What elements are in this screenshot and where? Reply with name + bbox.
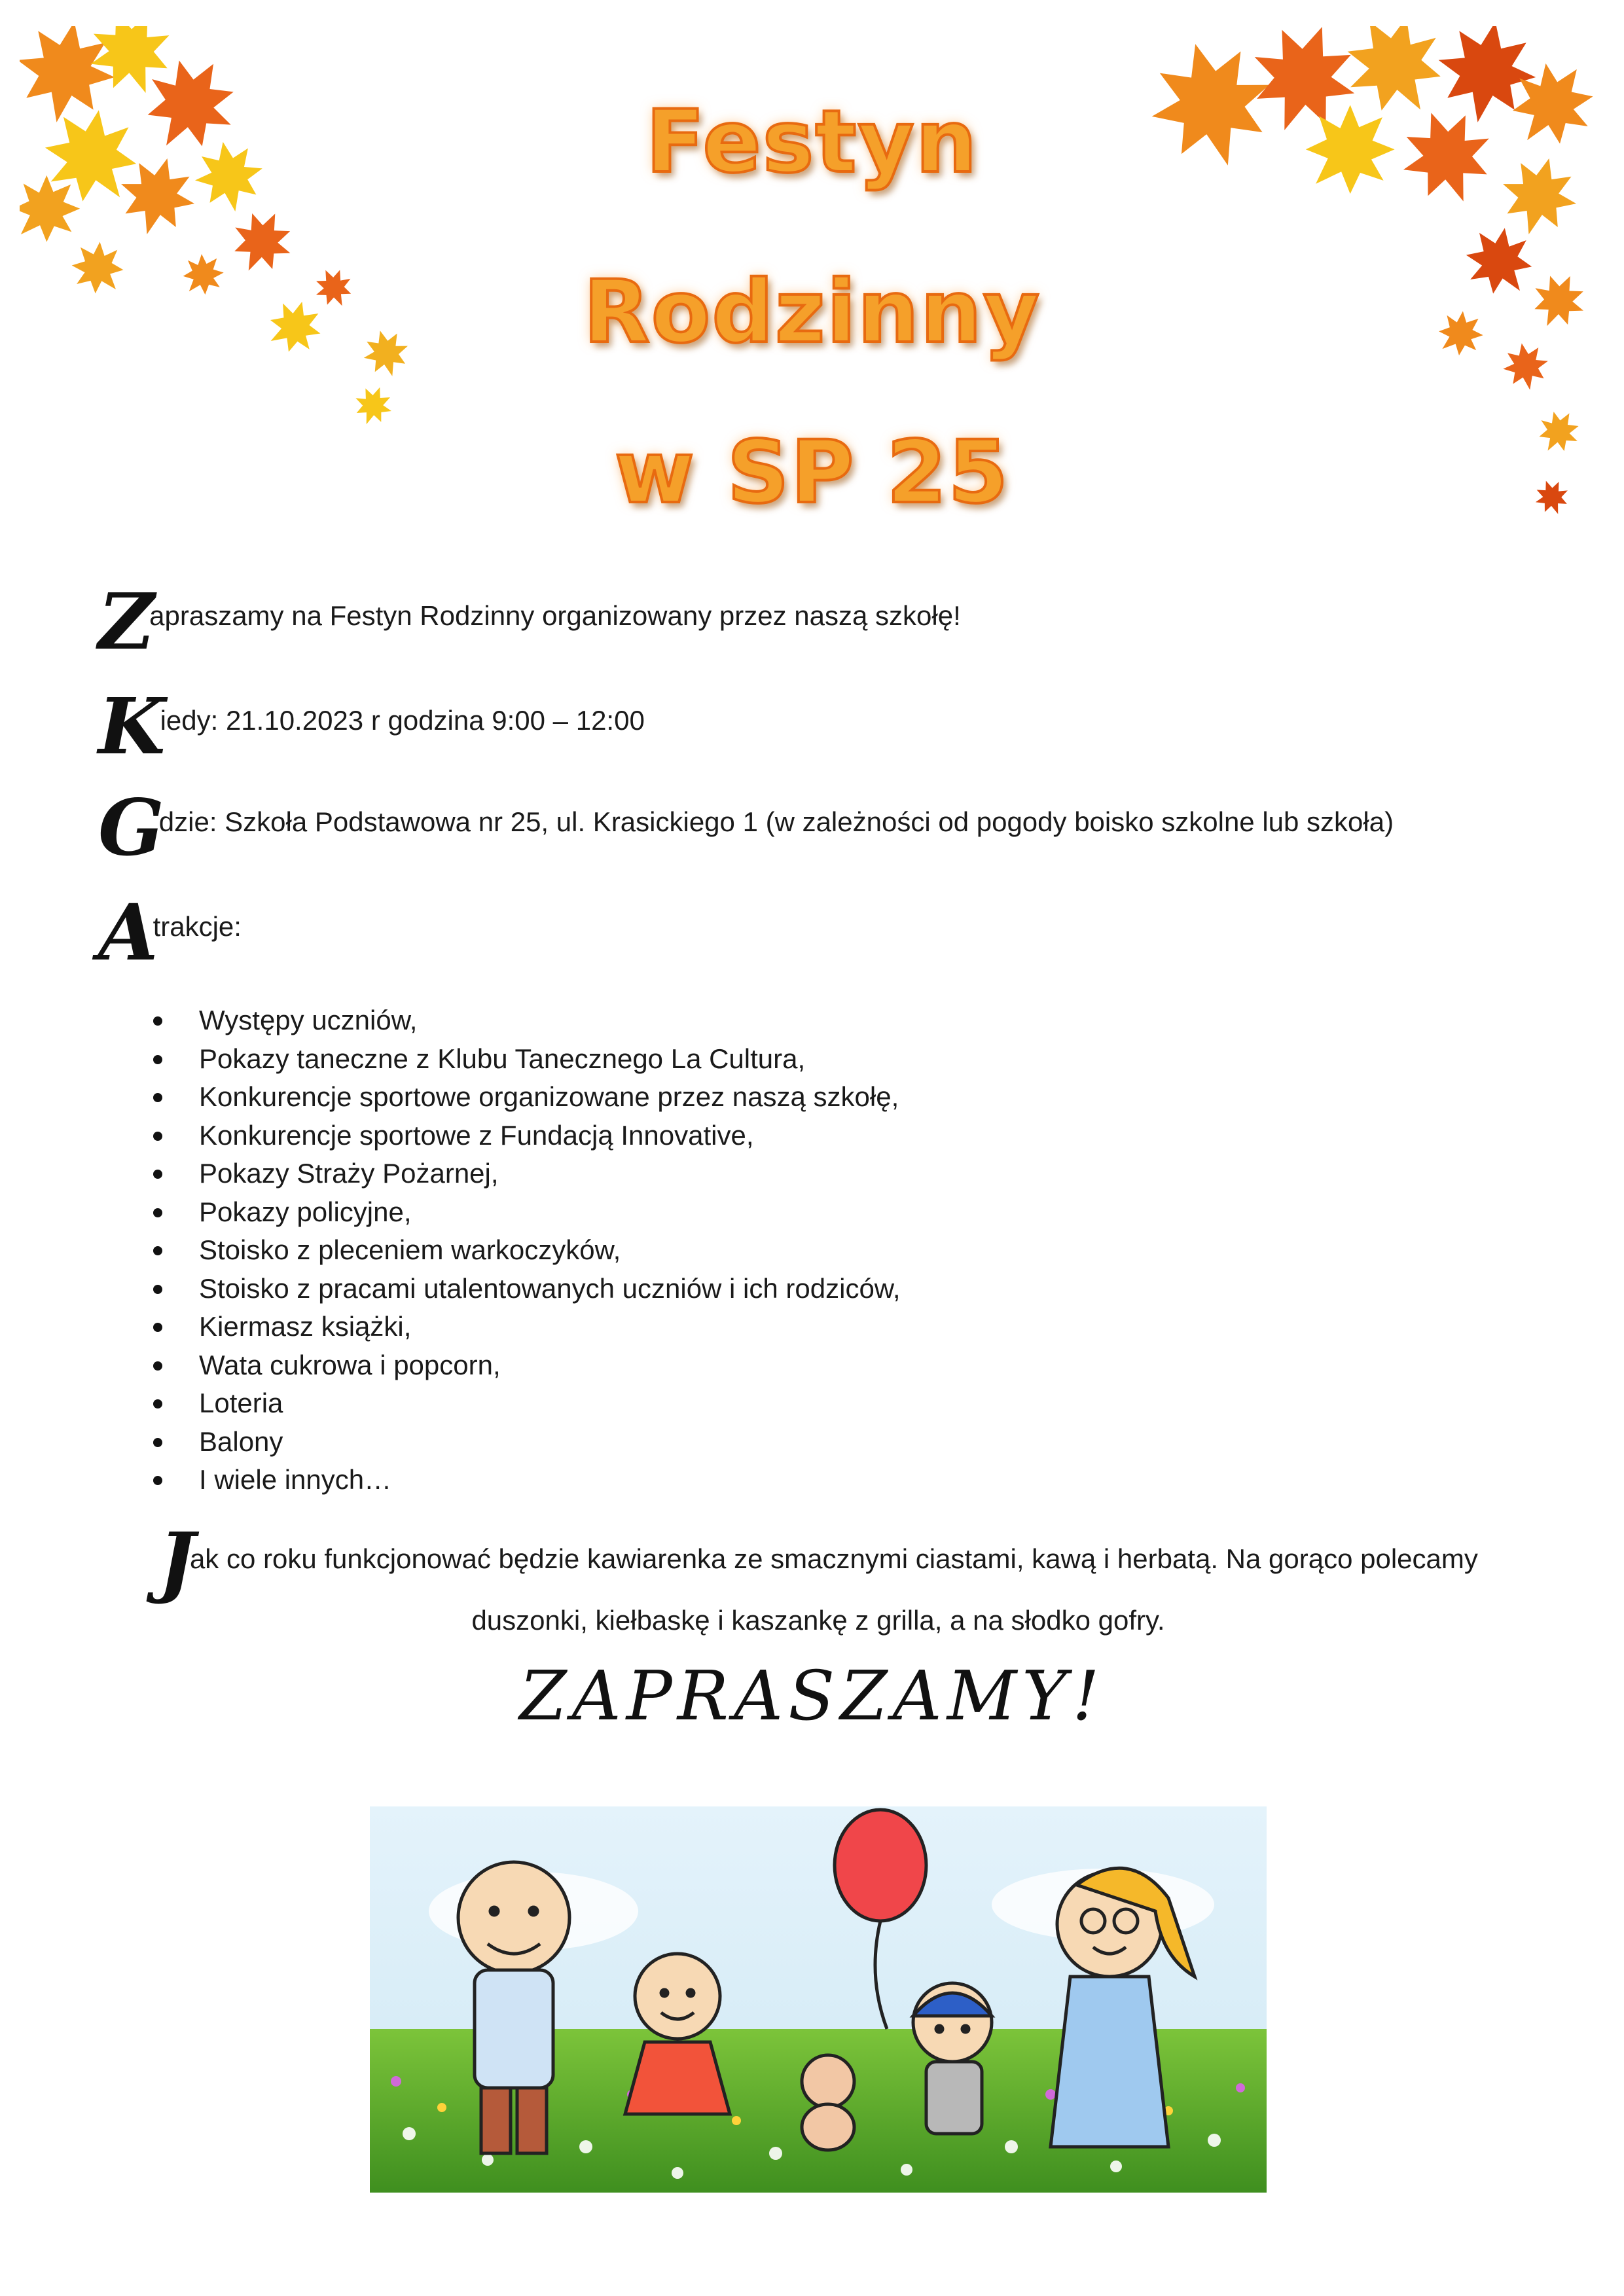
decorative-initial: Z xyxy=(98,576,155,667)
list-item: Balony xyxy=(151,1423,901,1462)
bullet-icon xyxy=(153,1285,162,1294)
where-paragraph xyxy=(98,782,1394,873)
closing-paragraph xyxy=(151,1515,1486,1647)
bullet-icon xyxy=(153,1093,162,1102)
attractions-heading-text: trakcje: xyxy=(153,911,242,942)
bullet-icon xyxy=(153,1246,162,1255)
attractions-list xyxy=(151,1001,901,1499)
bullet-icon xyxy=(153,1170,162,1179)
bullet-icon xyxy=(153,1132,162,1141)
invitation-text: apraszamy na Festyn Rodzinny organizowany przez naszą szkołę! xyxy=(149,600,961,631)
decorative-initial: K xyxy=(98,681,166,772)
decorative-initial: G xyxy=(98,782,164,873)
bullet-icon xyxy=(153,1476,162,1485)
closing-line-1: ak co roku funkcjonować będzie kawiarenka ze smacznymi ciastami, kawą i herbatą. Na gorąco polecamy xyxy=(189,1543,1478,1574)
list-item: Konkurencje sportowe z Fundacją Innovative, xyxy=(151,1117,901,1155)
list-item: Konkurencje sportowe organizowane przez naszą szkołę, xyxy=(151,1078,901,1117)
title-line-2: Rodzinny xyxy=(583,262,1041,363)
title-line-3: w SP 25 xyxy=(614,422,1010,523)
list-item: Kiermasz książki, xyxy=(151,1308,901,1346)
list-item: Pokazy policyjne, xyxy=(151,1193,901,1232)
when-paragraph xyxy=(98,681,645,772)
invite-banner: ZAPRASZAMY! xyxy=(519,1656,1105,1736)
decorative-initial: A xyxy=(98,887,158,978)
bullet-icon xyxy=(153,1055,162,1064)
invitation-paragraph xyxy=(98,576,961,667)
bullet-icon xyxy=(153,1208,162,1217)
when-text: iedy: 21.10.2023 r godzina 9:00 – 12:00 xyxy=(160,705,645,736)
list-item: Loteria xyxy=(151,1384,901,1423)
list-item: Pokazy Straży Pożarnej, xyxy=(151,1155,901,1193)
where-text: dzie: Szkoła Podstawowa nr 25, ul. Krasickiego 1 (w zależności od pogody boisko szkolne lub szkoła) xyxy=(158,806,1394,837)
list-item: I wiele innych… xyxy=(151,1461,901,1499)
attractions-heading xyxy=(98,887,242,978)
bullet-icon xyxy=(153,1361,162,1371)
title-line-1: Festyn xyxy=(645,92,979,192)
family-illustration xyxy=(370,1806,1267,2193)
decorative-initial: J xyxy=(158,1515,195,1606)
bullet-icon xyxy=(153,1016,162,1026)
list-item: Stoisko z pracami utalentowanych uczniów i ich rodziców, xyxy=(151,1270,901,1308)
list-item: Stoisko z pleceniem warkoczyków, xyxy=(151,1231,901,1270)
list-item: Występy uczniów, xyxy=(151,1001,901,1040)
autumn-leaves-left-illustration xyxy=(20,26,439,432)
bullet-icon xyxy=(153,1399,162,1408)
list-item: Pokazy taneczne z Klubu Tanecznego La Cultura, xyxy=(151,1040,901,1079)
list-item: Wata cukrowa i popcorn, xyxy=(151,1346,901,1385)
bullet-icon xyxy=(153,1438,162,1447)
closing-line-2: duszonki, kiełbaskę i kaszankę z grilla, a na słodko gofry. xyxy=(471,1605,1165,1636)
bullet-icon xyxy=(153,1323,162,1332)
